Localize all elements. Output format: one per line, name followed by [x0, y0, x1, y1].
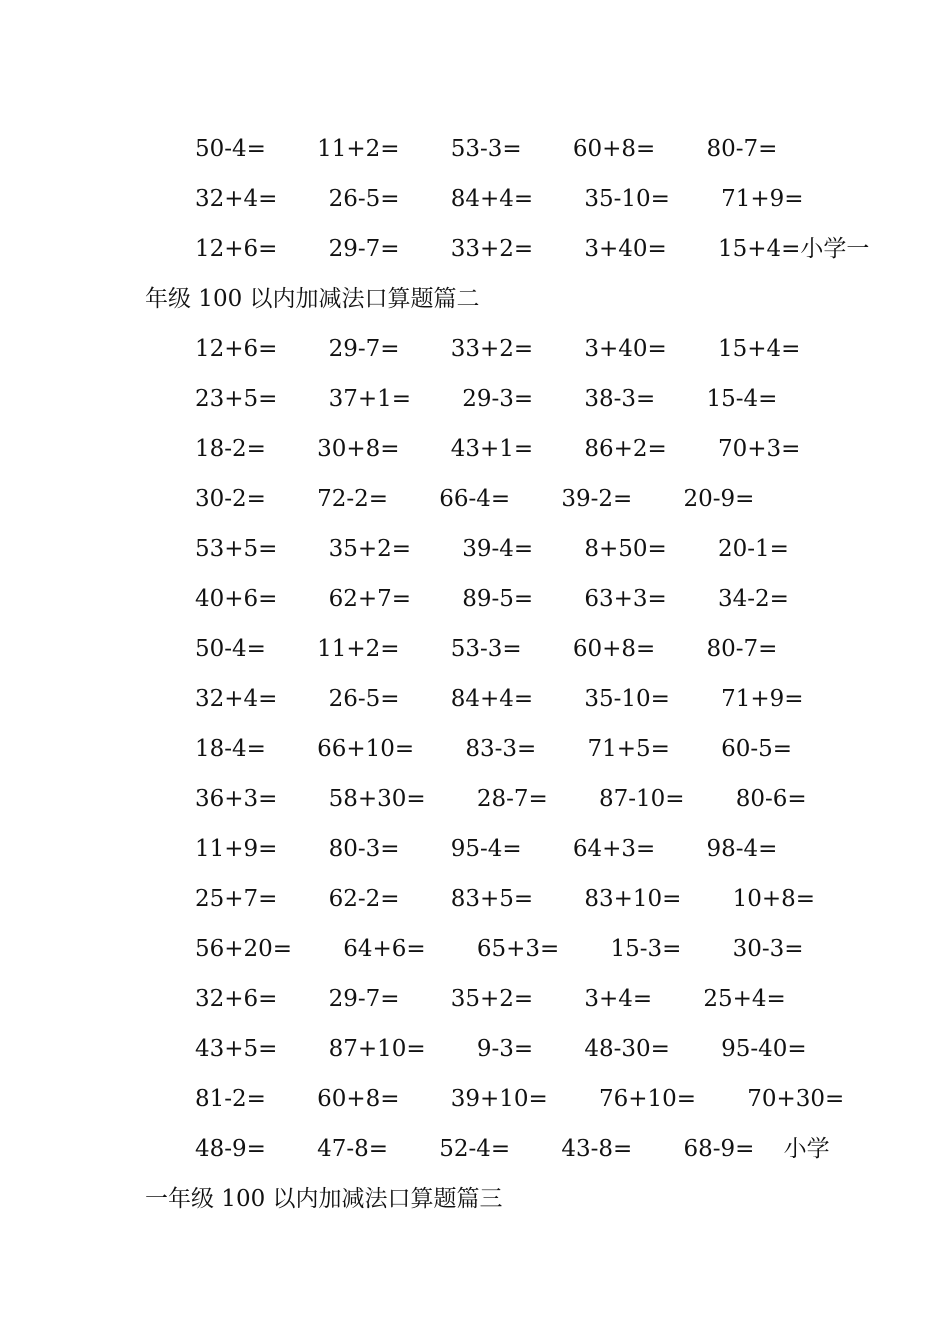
problem-row: 23+5= 37+1= 29-3= 38-3= 15-4= — [195, 386, 778, 412]
problem-row: 43+5= 87+10= 9-3= 48-30= 95-40= — [195, 1036, 807, 1062]
section-heading: 年级 100 以内加减法口算题篇二 — [145, 286, 480, 312]
problem-row: 12+6= 29-7= 33+2= 3+40= 15+4=小学一 — [195, 236, 870, 262]
problem-row: 81-2= 60+8= 39+10= 76+10= 70+30= — [195, 1086, 845, 1112]
problem-row: 36+3= 58+30= 28-7= 87-10= 80-6= — [195, 786, 807, 812]
problem-row: 32+4= 26-5= 84+4= 35-10= 71+9= — [195, 186, 804, 212]
problem-row: 53+5= 35+2= 39-4= 8+50= 20-1= — [195, 536, 789, 562]
problem-row: 18-2= 30+8= 43+1= 86+2= 70+3= — [195, 436, 801, 462]
problem-row: 56+20= 64+6= 65+3= 15-3= 30-3= — [195, 936, 804, 962]
problem-row: 50-4= 11+2= 53-3= 60+8= 80-7= — [195, 636, 778, 662]
problem-row: 48-9= 47-8= 52-4= 43-8= 68-9= 小学 — [195, 1136, 830, 1162]
problem-row: 32+6= 29-7= 35+2= 3+4= 25+4= — [195, 986, 786, 1012]
problem-row: 11+9= 80-3= 95-4= 64+3= 98-4= — [195, 836, 778, 862]
problem-row: 30-2= 72-2= 66-4= 39-2= 20-9= — [195, 486, 755, 512]
problem-row: 25+7= 62-2= 83+5= 83+10= 10+8= — [195, 886, 816, 912]
problem-row: 12+6= 29-7= 33+2= 3+40= 15+4= — [195, 336, 801, 362]
problem-row: 50-4= 11+2= 53-3= 60+8= 80-7= — [195, 136, 778, 162]
problem-row: 32+4= 26-5= 84+4= 35-10= 71+9= — [195, 686, 804, 712]
problem-row: 40+6= 62+7= 89-5= 63+3= 34-2= — [195, 586, 789, 612]
problem-row: 18-4= 66+10= 83-3= 71+5= 60-5= — [195, 736, 793, 762]
section-heading: 一年级 100 以内加减法口算题篇三 — [145, 1186, 503, 1212]
